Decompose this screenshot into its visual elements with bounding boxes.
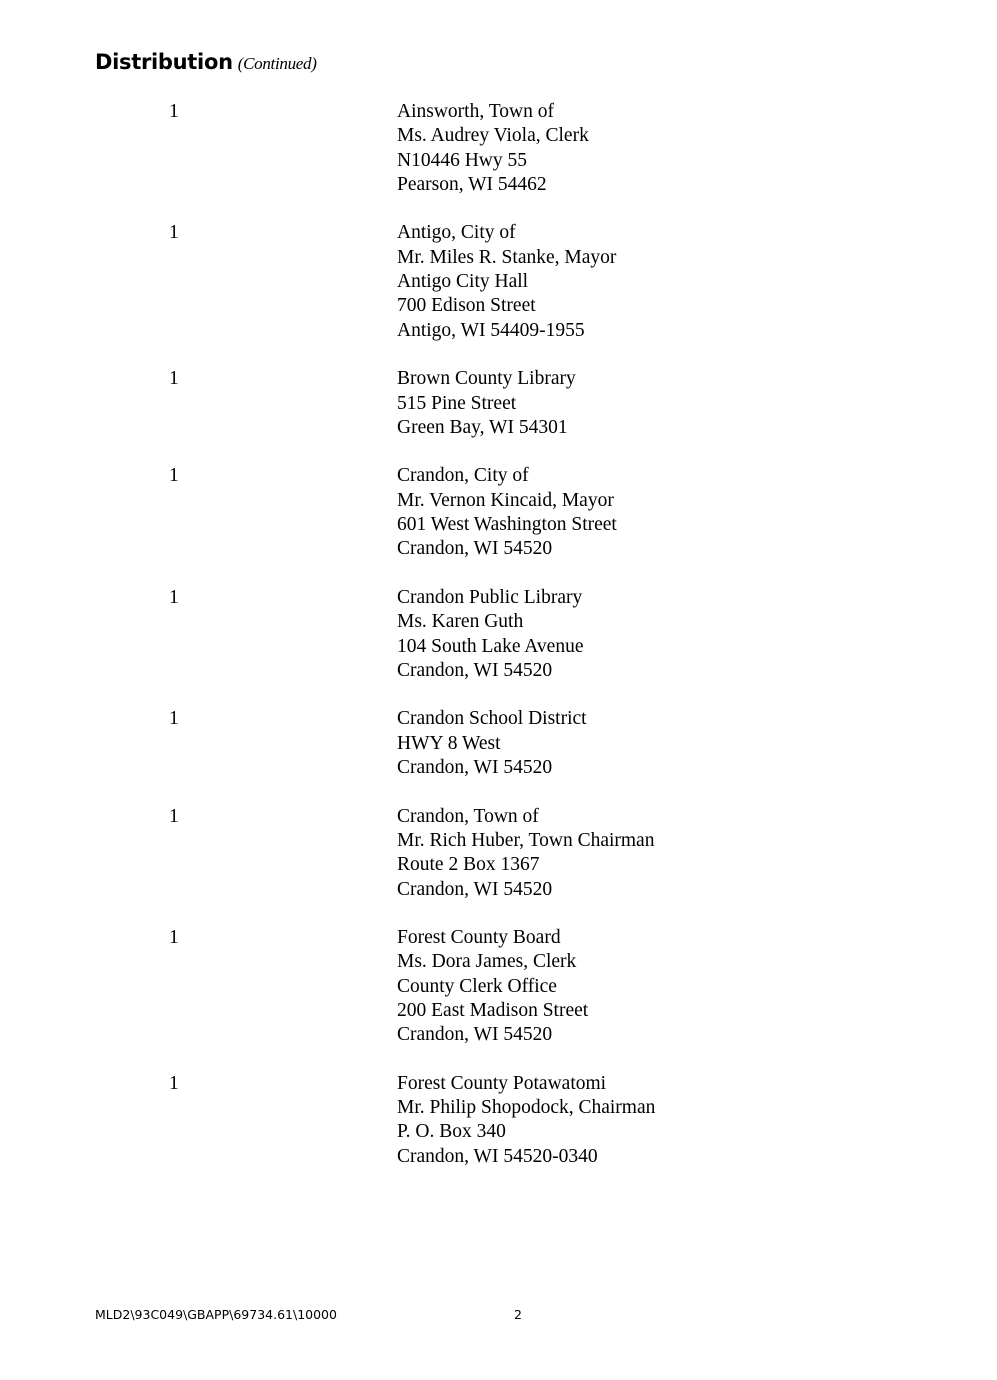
address-line: Crandon, WI 54520 xyxy=(397,538,553,560)
distribution-entry xyxy=(0,367,997,440)
address-line: 104 South Lake Avenue xyxy=(397,635,584,657)
address-line: Mr. Philip Shopodock, Chairman xyxy=(397,1097,656,1119)
page-number: 2 xyxy=(514,1307,522,1322)
entry-quantity: 1 xyxy=(169,222,179,244)
address-line: Crandon School District xyxy=(397,708,587,730)
distribution-entry xyxy=(0,100,997,197)
address-line: Brown County Library xyxy=(397,368,576,390)
entry-address xyxy=(397,926,997,1047)
page-heading xyxy=(95,50,317,74)
heading-title: Distribution xyxy=(95,50,233,74)
address-line: Crandon, WI 54520 xyxy=(397,757,553,779)
address-line: Crandon Public Library xyxy=(397,586,583,608)
address-line: Crandon, WI 54520-0340 xyxy=(397,1145,598,1167)
distribution-entry xyxy=(0,926,997,1047)
address-line: Mr. Miles R. Stanke, Mayor xyxy=(397,246,617,268)
address-line: 601 West Washington Street xyxy=(397,514,617,536)
address-line: Antigo City Hall xyxy=(397,271,529,293)
address-line: County Clerk Office xyxy=(397,975,557,997)
distribution-entry xyxy=(0,1072,997,1169)
entry-address xyxy=(397,805,997,902)
address-line: Antigo, City of xyxy=(397,222,516,244)
address-line: Mr. Vernon Kincaid, Mayor xyxy=(397,489,614,511)
distribution-entry xyxy=(0,707,997,780)
distribution-entry xyxy=(0,586,997,683)
distribution-entry xyxy=(0,464,997,561)
entry-quantity: 1 xyxy=(169,927,179,949)
entry-quantity: 1 xyxy=(169,586,179,608)
address-line: Crandon, WI 54520 xyxy=(397,659,553,681)
address-line: Green Bay, WI 54301 xyxy=(397,416,568,438)
entry-quantity: 1 xyxy=(169,805,179,827)
address-line: 200 East Madison Street xyxy=(397,999,589,1021)
address-line: Forest County Potawatomi xyxy=(397,1072,607,1094)
entry-quantity: 1 xyxy=(169,708,179,730)
entry-quantity: 1 xyxy=(169,1072,179,1094)
entry-address xyxy=(397,1072,997,1169)
address-line: P. O. Box 340 xyxy=(397,1121,506,1143)
entry-address xyxy=(397,707,997,780)
address-line: Crandon, Town of xyxy=(397,805,539,827)
entry-address xyxy=(397,586,997,683)
address-line: Ainsworth, Town of xyxy=(397,101,554,122)
address-line: Ms. Dora James, Clerk xyxy=(397,951,577,973)
entry-quantity: 1 xyxy=(169,465,179,487)
address-line: Mr. Rich Huber, Town Chairman xyxy=(397,829,655,851)
distribution-entry xyxy=(0,221,997,342)
address-line: Forest County Board xyxy=(397,927,561,949)
address-line: 700 Edison Street xyxy=(397,295,536,317)
entry-address xyxy=(397,221,997,342)
heading-continued: (Continued) xyxy=(237,54,317,73)
address-line: Route 2 Box 1367 xyxy=(397,854,540,876)
address-line: Crandon, WI 54520 xyxy=(397,878,553,900)
address-line: N10446 Hwy 55 xyxy=(397,149,527,171)
address-line: Ms. Audrey Viola, Clerk xyxy=(397,125,589,147)
address-line: Pearson, WI 54462 xyxy=(397,173,547,195)
address-line: Crandon, WI 54520 xyxy=(397,1024,553,1046)
address-line: HWY 8 West xyxy=(397,732,501,754)
entry-address xyxy=(397,464,997,561)
address-line: Ms. Karen Guth xyxy=(397,611,524,633)
distribution-entry xyxy=(0,805,997,902)
address-line: Antigo, WI 54409-1955 xyxy=(397,319,585,341)
entry-address xyxy=(397,100,997,197)
footer-reference: MLD2\93C049\GBAPP\69734.61\10000 xyxy=(95,1307,337,1322)
address-line: 515 Pine Street xyxy=(397,392,517,414)
entry-quantity: 1 xyxy=(169,101,179,122)
entry-address xyxy=(397,367,997,440)
entry-quantity: 1 xyxy=(169,368,179,390)
distribution-list xyxy=(0,100,997,1193)
address-line: Crandon, City of xyxy=(397,465,529,487)
